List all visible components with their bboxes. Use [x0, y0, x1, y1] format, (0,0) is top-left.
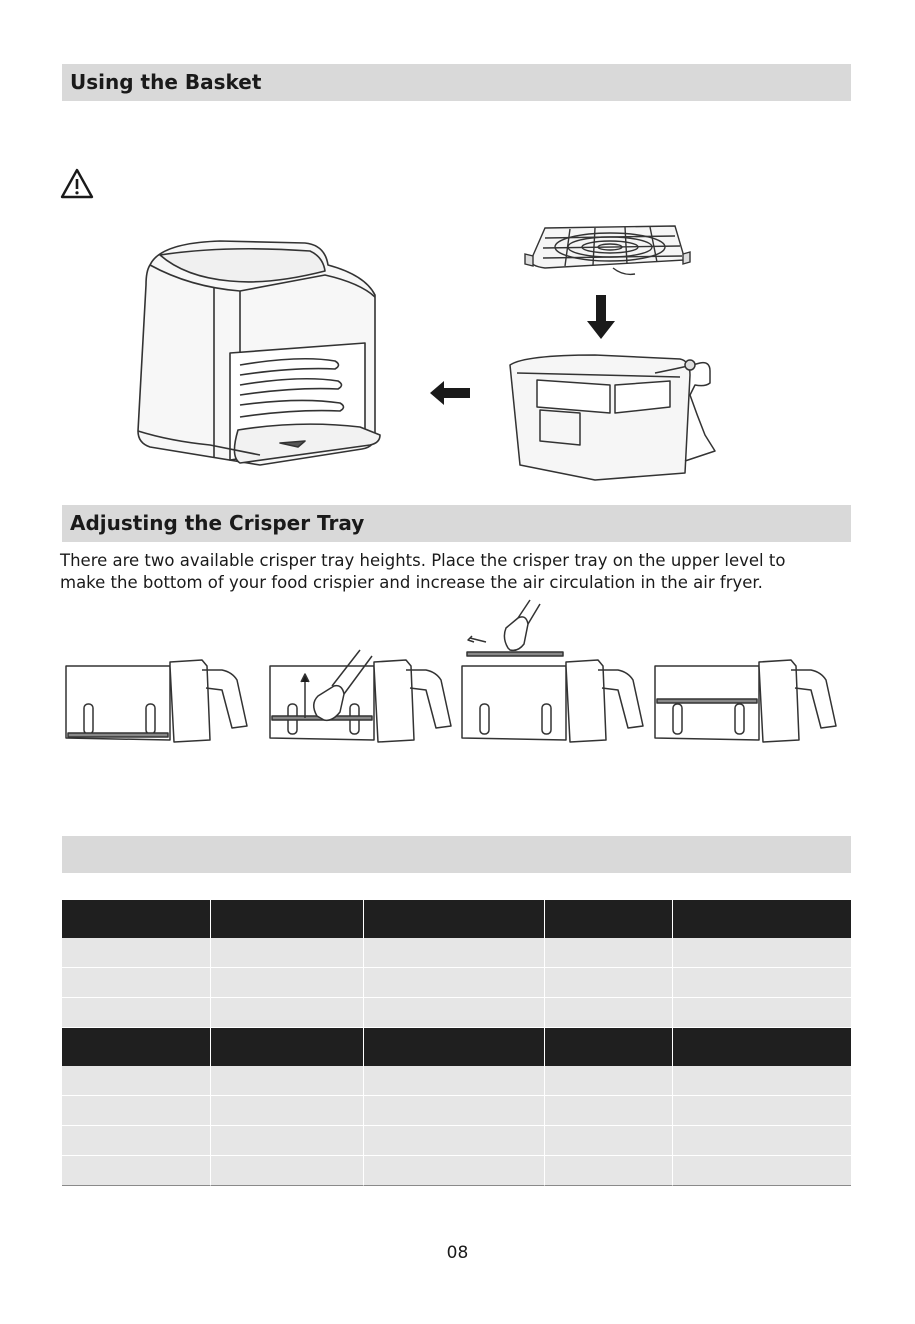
table-cell: [545, 938, 673, 968]
table-cell: [673, 1126, 851, 1156]
table-cell: [211, 900, 364, 938]
table-row: [62, 1096, 851, 1126]
section-title: Using the Basket: [70, 70, 262, 94]
table-cell: [364, 1066, 545, 1096]
table-cell: [673, 1096, 851, 1126]
table-cell: [545, 998, 673, 1028]
step-3-basket: [462, 600, 643, 742]
table-cell: [673, 968, 851, 998]
table-row: [62, 1126, 851, 1156]
tray-description: [60, 550, 850, 594]
cooking-table: [62, 900, 851, 1186]
table-row: [62, 938, 851, 968]
table-cell: [62, 1066, 211, 1096]
page-number: 08: [446, 1243, 469, 1263]
table-cell: [364, 998, 545, 1028]
table-cell: [62, 938, 211, 968]
table-cell: [62, 900, 211, 938]
warning-triangle-icon: [60, 168, 94, 200]
table-cell: [211, 1126, 364, 1156]
step-1-basket: [66, 660, 247, 742]
crisper-tray-illustration: [525, 220, 690, 288]
table-cell: [62, 968, 211, 998]
tray-steps-illustration: [62, 600, 852, 750]
section-bar-blank: [62, 836, 851, 873]
table-cell: [364, 1156, 545, 1186]
step-2-basket: [270, 650, 451, 742]
table-cell: [673, 1156, 851, 1186]
table-cell: [545, 1126, 673, 1156]
table-cell: [673, 998, 851, 1028]
table-cell: [211, 1066, 364, 1096]
table-cell: [545, 968, 673, 998]
table-cell: [364, 900, 545, 938]
table-cell: [545, 1096, 673, 1126]
table-cell: [673, 1028, 851, 1066]
table-row: [62, 968, 851, 998]
table-cell: [62, 1126, 211, 1156]
table-cell: [211, 1096, 364, 1126]
table-row: [62, 1066, 851, 1096]
table-cell: [364, 1028, 545, 1066]
table-cell: [211, 938, 364, 968]
table-cell: [673, 938, 851, 968]
table-cell: [62, 1096, 211, 1126]
section-bar-using-basket: [62, 64, 851, 101]
table-cell: [211, 1156, 364, 1186]
table-cell: [211, 1028, 364, 1066]
table-header-row: [62, 1028, 851, 1066]
table-row: [62, 1156, 851, 1186]
step-4-basket: [655, 660, 836, 742]
arrow-down-icon: [587, 295, 615, 339]
description-line: There are two available crisper tray heights. Place the crisper tray on the upper level to: [60, 551, 786, 570]
table-cell: [673, 1066, 851, 1096]
table-header-row: [62, 900, 851, 938]
table-cell: [545, 1156, 673, 1186]
table-cell: [364, 1126, 545, 1156]
table-cell: [62, 998, 211, 1028]
table-cell: [545, 1028, 673, 1066]
description-line: make the bottom of your food crispier and increase the air circulation in the air fryer.: [60, 573, 763, 592]
table-cell: [673, 900, 851, 938]
table-cell: [364, 938, 545, 968]
air-fryer-illustration: [130, 235, 390, 475]
table-cell: [211, 998, 364, 1028]
table-cell: [364, 968, 545, 998]
section-bar-adjusting-tray: [62, 505, 851, 542]
section-title: Adjusting the Crisper Tray: [70, 511, 365, 535]
table-row: [62, 998, 851, 1028]
table-cell: [545, 1066, 673, 1096]
basket-illustration: [505, 355, 720, 480]
table-cell: [545, 900, 673, 938]
table-cell: [62, 1156, 211, 1186]
table-cell: [364, 1096, 545, 1126]
arrow-left-icon: [430, 381, 470, 405]
table-cell: [211, 968, 364, 998]
table-cell: [62, 1028, 211, 1066]
